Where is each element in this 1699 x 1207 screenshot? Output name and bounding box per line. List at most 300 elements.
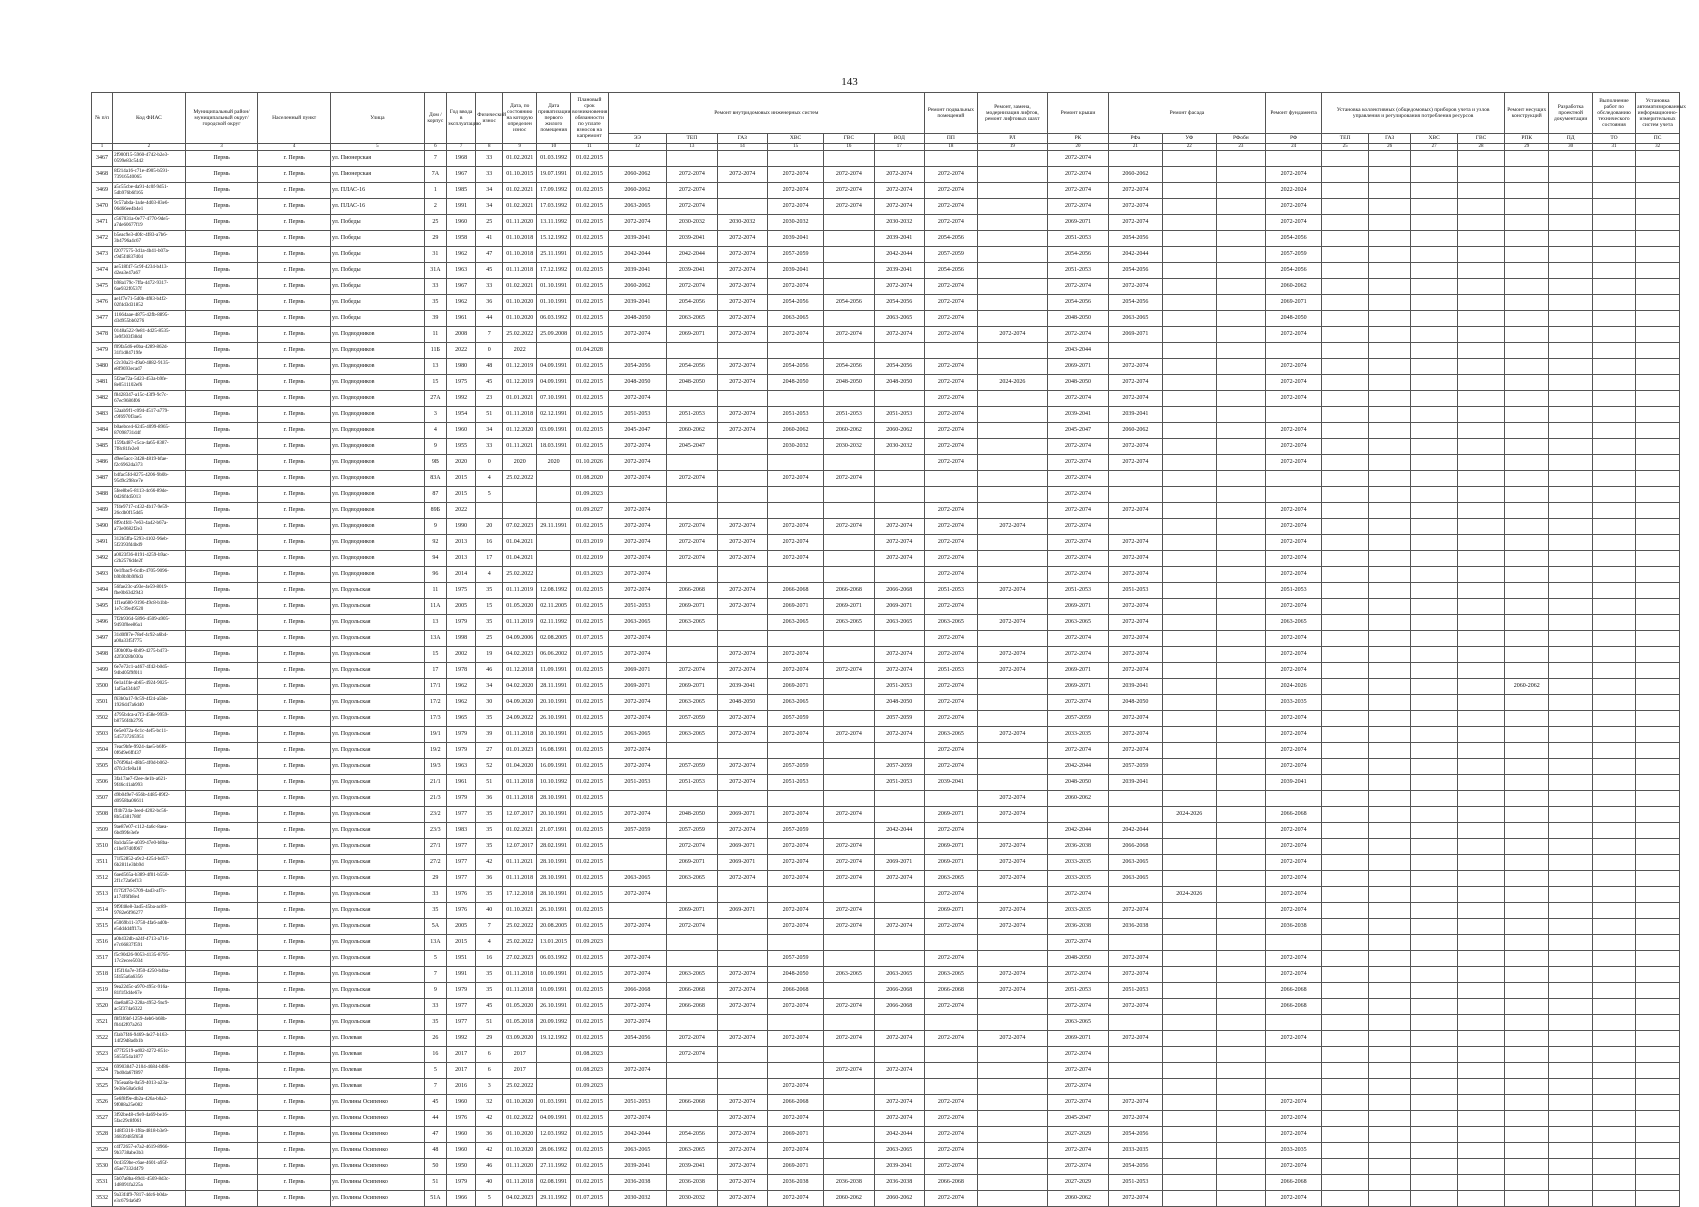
cell-es bbox=[608, 151, 667, 167]
cell-d3: 01.09.2027 bbox=[571, 503, 608, 519]
cell-street: ул. Подольская bbox=[331, 583, 425, 599]
cell-u3 bbox=[1411, 647, 1458, 663]
cell-d3: 01.02.2015 bbox=[571, 695, 608, 711]
cell-fb bbox=[1162, 1191, 1216, 1207]
cell-street: ул. Подольская bbox=[331, 647, 425, 663]
cell-pd bbox=[1549, 791, 1592, 807]
cell-roof bbox=[925, 1063, 978, 1079]
cell-hvs: 2069-2071 bbox=[767, 1127, 823, 1143]
cell-wear: 33 bbox=[476, 439, 503, 455]
cell-mun: Пермь bbox=[185, 919, 258, 935]
cell-pd bbox=[1549, 711, 1592, 727]
cell-u3 bbox=[1411, 583, 1458, 599]
cell-pdk bbox=[1504, 935, 1549, 951]
cell-year: 1961 bbox=[446, 775, 475, 791]
cell-gs: 2072-2074 bbox=[717, 823, 767, 839]
header-col-number: 15 bbox=[767, 144, 823, 151]
cell-u1 bbox=[1322, 791, 1369, 807]
cell-u1 bbox=[1322, 919, 1369, 935]
cell-house: 44 bbox=[424, 1111, 446, 1127]
cell-hvs bbox=[767, 487, 823, 503]
cell-settle: г. Пермь bbox=[258, 1111, 331, 1127]
cell-krov: 2072-2074 bbox=[1048, 743, 1109, 759]
header-col-number: 5 bbox=[331, 144, 425, 151]
cell-u1 bbox=[1322, 503, 1369, 519]
cell-krov: 2033-2035 bbox=[1048, 903, 1109, 919]
cell-krov: 2072-2074 bbox=[1048, 935, 1109, 951]
cell-fa: 2072-2074 bbox=[1108, 631, 1162, 647]
cell-hvs: 2072-2074 bbox=[767, 279, 823, 295]
cell-tech bbox=[1592, 1015, 1635, 1031]
table-row bbox=[92, 1047, 1680, 1063]
cell-fias: d9ee5acc-3428-4819-bfae-f2c6962da373 bbox=[113, 455, 186, 471]
cell-d1 bbox=[503, 487, 537, 503]
cell-u1 bbox=[1322, 471, 1369, 487]
cell-d3: 01.04.2028 bbox=[571, 343, 608, 359]
cell-fund: 2072-2074 bbox=[1265, 1127, 1321, 1143]
cell-ts: 2063-2065 bbox=[667, 1143, 717, 1159]
cell-hvs: 2072-2074 bbox=[767, 839, 823, 855]
table-row bbox=[92, 775, 1680, 791]
cell-fc bbox=[1216, 423, 1265, 439]
table-row bbox=[92, 503, 1680, 519]
cell-krov: 2036-2038 bbox=[1048, 919, 1109, 935]
cell-u2 bbox=[1369, 823, 1411, 839]
cell-u2 bbox=[1369, 711, 1411, 727]
cell-u3 bbox=[1411, 743, 1458, 759]
cell-es bbox=[608, 1079, 667, 1095]
cell-gs bbox=[717, 935, 767, 951]
cell-house: 2 bbox=[424, 199, 446, 215]
cell-u4 bbox=[1458, 615, 1505, 631]
cell-pdk bbox=[1504, 503, 1549, 519]
cell-ais bbox=[1636, 503, 1680, 519]
cell-lift bbox=[977, 1015, 1047, 1031]
cell-d1: 01.11.2018 bbox=[503, 1175, 537, 1191]
cell-es: 2063-2065 bbox=[608, 871, 667, 887]
cell-fb bbox=[1162, 359, 1216, 375]
cell-es: 2063-2065 bbox=[608, 727, 667, 743]
cell-u1 bbox=[1322, 279, 1369, 295]
cell-d1: 01.02.2021 bbox=[503, 183, 537, 199]
cell-d1: 24.09.2022 bbox=[503, 711, 537, 727]
cell-wear: 51 bbox=[476, 407, 503, 423]
cell-u4 bbox=[1458, 247, 1505, 263]
table-row bbox=[92, 695, 1680, 711]
cell-ts bbox=[667, 887, 717, 903]
cell-mun: Пермь bbox=[185, 1191, 258, 1207]
cell-ais bbox=[1636, 887, 1680, 903]
cell-krov: 2072-2074 bbox=[1048, 1063, 1109, 1079]
cell-settle: г. Пермь bbox=[258, 775, 331, 791]
cell-d1: 01.02.2021 bbox=[503, 199, 537, 215]
cell-roof: 2054-2056 bbox=[925, 231, 978, 247]
cell-fias: f8428347-a15c-43f9-9c7c-67ec9686f06 bbox=[113, 391, 186, 407]
cell-d3: 01.09.2023 bbox=[571, 1079, 608, 1095]
cell-lift: 2024-2026 bbox=[977, 375, 1047, 391]
cell-fa: 2072-2074 bbox=[1108, 967, 1162, 983]
cell-roof: 2072-2074 bbox=[925, 999, 978, 1015]
cell-fb bbox=[1162, 391, 1216, 407]
cell-tech bbox=[1592, 519, 1635, 535]
cell-ais bbox=[1636, 471, 1680, 487]
cell-pd bbox=[1549, 599, 1592, 615]
cell-num: 3470 bbox=[92, 199, 113, 215]
cell-d3: 01.02.2015 bbox=[571, 423, 608, 439]
header-group-engineering: Ремонт внутридомовых инженерных систем bbox=[608, 93, 924, 134]
table-row bbox=[92, 263, 1680, 279]
cell-tech bbox=[1592, 919, 1635, 935]
cell-pd bbox=[1549, 375, 1592, 391]
cell-hvs: 2048-2050 bbox=[767, 967, 823, 983]
cell-es: 2048-2050 bbox=[608, 375, 667, 391]
cell-u3 bbox=[1411, 231, 1458, 247]
cell-street: ул. Подольская bbox=[331, 935, 425, 951]
cell-u2 bbox=[1369, 839, 1411, 855]
header-code: ПД bbox=[1549, 134, 1592, 144]
cell-fc bbox=[1216, 439, 1265, 455]
cell-year: 2016 bbox=[446, 1079, 475, 1095]
cell-lift bbox=[977, 775, 1047, 791]
cell-num: 3495 bbox=[92, 599, 113, 615]
cell-tech bbox=[1592, 439, 1635, 455]
header-code: ВОД bbox=[874, 134, 924, 144]
cell-num: 3504 bbox=[92, 743, 113, 759]
cell-d3: 01.02.2015 bbox=[571, 1175, 608, 1191]
cell-tech bbox=[1592, 1143, 1635, 1159]
cell-pdk bbox=[1504, 967, 1549, 983]
table-row bbox=[92, 215, 1680, 231]
cell-fa: 2072-2074 bbox=[1108, 903, 1162, 919]
cell-u3 bbox=[1411, 775, 1458, 791]
cell-d2: 29.11.1992 bbox=[537, 1191, 571, 1207]
cell-u3 bbox=[1411, 759, 1458, 775]
cell-hvs: 2072-2074 bbox=[767, 167, 823, 183]
cell-hvs bbox=[767, 935, 823, 951]
cell-gvs: 2036-2038 bbox=[824, 1175, 874, 1191]
cell-roof: 2072-2074 bbox=[925, 743, 978, 759]
cell-lift bbox=[977, 263, 1047, 279]
cell-d3: 01.02.2015 bbox=[571, 855, 608, 871]
cell-u2 bbox=[1369, 615, 1411, 631]
cell-num: 3517 bbox=[92, 951, 113, 967]
cell-gvs: 2066-2068 bbox=[824, 583, 874, 599]
cell-gvs bbox=[824, 567, 874, 583]
table-row bbox=[92, 327, 1680, 343]
cell-gvs: 2072-2074 bbox=[824, 199, 874, 215]
cell-u4 bbox=[1458, 311, 1505, 327]
cell-fc bbox=[1216, 151, 1265, 167]
cell-house: 89Б bbox=[424, 503, 446, 519]
cell-ts bbox=[667, 1079, 717, 1095]
cell-hvs: 2072-2074 bbox=[767, 1191, 823, 1207]
cell-settle: г. Пермь bbox=[258, 503, 331, 519]
table-row bbox=[92, 1191, 1680, 1207]
cell-hvs: 2072-2074 bbox=[767, 183, 823, 199]
cell-street: ул. Подводников bbox=[331, 359, 425, 375]
cell-d3: 01.03.2019 bbox=[571, 535, 608, 551]
cell-num: 3506 bbox=[92, 775, 113, 791]
cell-fund: 2060-2062 bbox=[1265, 279, 1321, 295]
cell-year: 1975 bbox=[446, 583, 475, 599]
cell-pdk bbox=[1504, 567, 1549, 583]
header-group-meters: Установка коллективных (общедомовых) приборов учета и узлов управления и регулирования потребления ресурсов bbox=[1322, 93, 1505, 134]
cell-wear: 45 bbox=[476, 263, 503, 279]
cell-gs bbox=[717, 791, 767, 807]
cell-d2 bbox=[537, 1079, 571, 1095]
cell-d2 bbox=[537, 535, 571, 551]
cell-fias: 31d0f87e-78ef-4c92-a6b4-a00a33f5f775 bbox=[113, 631, 186, 647]
cell-pd bbox=[1549, 663, 1592, 679]
cell-tech bbox=[1592, 215, 1635, 231]
cell-street: ул. Полины Осипенко bbox=[331, 1095, 425, 1111]
cell-u1 bbox=[1322, 519, 1369, 535]
cell-d1: 01.01.2023 bbox=[503, 743, 537, 759]
header-code: РФа bbox=[1108, 134, 1162, 144]
cell-u1 bbox=[1322, 647, 1369, 663]
cell-pd bbox=[1549, 1047, 1592, 1063]
cell-d1: 01.12.2019 bbox=[503, 375, 537, 391]
cell-house: 9 bbox=[424, 983, 446, 999]
cell-wear: 4 bbox=[476, 567, 503, 583]
cell-fias: 3f92be48-c9e9-4a69-be16-5fac29c8f061 bbox=[113, 1111, 186, 1127]
cell-street: ул. Подольская bbox=[331, 871, 425, 887]
cell-ts: 2057-2059 bbox=[667, 711, 717, 727]
cell-d2: 28.10.1991 bbox=[537, 887, 571, 903]
cell-pd bbox=[1549, 215, 1592, 231]
cell-settle: г. Пермь bbox=[258, 791, 331, 807]
cell-u1 bbox=[1322, 1079, 1369, 1095]
cell-ais bbox=[1636, 487, 1680, 503]
cell-u2 bbox=[1369, 519, 1411, 535]
cell-pd bbox=[1549, 167, 1592, 183]
cell-es bbox=[608, 855, 667, 871]
header-col-number: 9 bbox=[503, 144, 537, 151]
cell-ts bbox=[667, 487, 717, 503]
cell-num: 3530 bbox=[92, 1159, 113, 1175]
cell-wear: 34 bbox=[476, 423, 503, 439]
cell-d3: 01.08.2023 bbox=[571, 1063, 608, 1079]
cell-fc bbox=[1216, 167, 1265, 183]
cell-es: 2072-2074 bbox=[608, 999, 667, 1015]
cell-roof: 2069-2071 bbox=[925, 839, 978, 855]
header-street: Улица bbox=[331, 93, 425, 144]
cell-tech bbox=[1592, 807, 1635, 823]
cell-tech bbox=[1592, 1095, 1635, 1111]
cell-krov: 2045-2047 bbox=[1048, 1111, 1109, 1127]
table-row bbox=[92, 311, 1680, 327]
cell-fc bbox=[1216, 359, 1265, 375]
cell-d1: 01.11.2018 bbox=[503, 775, 537, 791]
cell-u1 bbox=[1322, 983, 1369, 999]
cell-tech bbox=[1592, 615, 1635, 631]
cell-fc bbox=[1216, 919, 1265, 935]
cell-pdk bbox=[1504, 183, 1549, 199]
header-code: ТЕП bbox=[667, 134, 717, 144]
cell-ts bbox=[667, 647, 717, 663]
cell-tech bbox=[1592, 775, 1635, 791]
cell-street: ул. Подольская bbox=[331, 807, 425, 823]
cell-d1: 01.05.2018 bbox=[503, 1015, 537, 1031]
cell-d1: 01.02.2022 bbox=[503, 1111, 537, 1127]
cell-krov: 2072-2074 bbox=[1048, 887, 1109, 903]
cell-settle: г. Пермь bbox=[258, 1063, 331, 1079]
cell-vo bbox=[874, 151, 924, 167]
cell-fc bbox=[1216, 1191, 1265, 1207]
cell-settle: г. Пермь bbox=[258, 599, 331, 615]
cell-lift: 2072-2074 bbox=[977, 727, 1047, 743]
cell-fb bbox=[1162, 1047, 1216, 1063]
cell-gs: 2072-2074 bbox=[717, 519, 767, 535]
cell-fund: 2039-2041 bbox=[1265, 775, 1321, 791]
cell-fund: 2072-2074 bbox=[1265, 855, 1321, 871]
cell-pdk bbox=[1504, 583, 1549, 599]
cell-roof: 2072-2074 bbox=[925, 519, 978, 535]
cell-house: 19/2 bbox=[424, 743, 446, 759]
cell-u1 bbox=[1322, 743, 1369, 759]
cell-fb bbox=[1162, 247, 1216, 263]
cell-tech bbox=[1592, 183, 1635, 199]
cell-settle: г. Пермь bbox=[258, 551, 331, 567]
table-row bbox=[92, 743, 1680, 759]
cell-u3 bbox=[1411, 1015, 1458, 1031]
cell-d1: 01.12.2018 bbox=[503, 663, 537, 679]
cell-es: 2042-2044 bbox=[608, 1127, 667, 1143]
cell-fb bbox=[1162, 1015, 1216, 1031]
cell-fias: 8a1da55e-a039-47e0-b8ba-c1be97d0f067 bbox=[113, 839, 186, 855]
cell-ts: 2054-2056 bbox=[667, 359, 717, 375]
cell-u1 bbox=[1322, 215, 1369, 231]
cell-fund: 2072-2074 bbox=[1265, 455, 1321, 471]
cell-num: 3527 bbox=[92, 1111, 113, 1127]
cell-lift bbox=[977, 1159, 1047, 1175]
cell-d2: 16.08.1991 bbox=[537, 743, 571, 759]
header-col-number: 25 bbox=[1322, 144, 1369, 151]
cell-tech bbox=[1592, 567, 1635, 583]
cell-vo bbox=[874, 903, 924, 919]
cell-gs bbox=[717, 919, 767, 935]
cell-num: 3532 bbox=[92, 1191, 113, 1207]
cell-gs: 2072-2074 bbox=[717, 1031, 767, 1047]
cell-fias: 5b07a8ba-89d1-4569-8d3c-1d8091fa225a bbox=[113, 1175, 186, 1191]
cell-fc bbox=[1216, 391, 1265, 407]
cell-street: ул. ПЛАС-16 bbox=[331, 183, 425, 199]
cell-u4 bbox=[1458, 1159, 1505, 1175]
cell-es: 2054-2056 bbox=[608, 359, 667, 375]
cell-settle: г. Пермь bbox=[258, 423, 331, 439]
cell-lift: 2072-2074 bbox=[977, 791, 1047, 807]
cell-d2: 20.09.1992 bbox=[537, 1015, 571, 1031]
cell-d2 bbox=[537, 487, 571, 503]
cell-year: 1950 bbox=[446, 1159, 475, 1175]
cell-krov: 2072-2074 bbox=[1048, 279, 1109, 295]
cell-pd bbox=[1549, 471, 1592, 487]
cell-u2 bbox=[1369, 663, 1411, 679]
cell-pd bbox=[1549, 391, 1592, 407]
cell-d3: 01.02.2015 bbox=[571, 999, 608, 1015]
cell-u4 bbox=[1458, 647, 1505, 663]
cell-wear: 34 bbox=[476, 199, 503, 215]
cell-u2 bbox=[1369, 1159, 1411, 1175]
cell-fb bbox=[1162, 151, 1216, 167]
cell-u4 bbox=[1458, 743, 1505, 759]
cell-roof: 2072-2074 bbox=[925, 567, 978, 583]
cell-u4 bbox=[1458, 407, 1505, 423]
cell-settle: г. Пермь bbox=[258, 439, 331, 455]
cell-vo: 2072-2074 bbox=[874, 919, 924, 935]
table-row bbox=[92, 807, 1680, 823]
cell-krov: 2072-2074 bbox=[1048, 199, 1109, 215]
cell-fa: 2072-2074 bbox=[1108, 535, 1162, 551]
cell-ais bbox=[1636, 247, 1680, 263]
cell-pdk bbox=[1504, 999, 1549, 1015]
cell-krov: 2039-2041 bbox=[1048, 407, 1109, 423]
cell-ais bbox=[1636, 215, 1680, 231]
cell-d3: 01.10.2026 bbox=[571, 455, 608, 471]
cell-ts: 2048-2050 bbox=[667, 375, 717, 391]
cell-hvs bbox=[767, 887, 823, 903]
cell-tech bbox=[1592, 983, 1635, 999]
cell-tech bbox=[1592, 951, 1635, 967]
cell-u2 bbox=[1369, 1111, 1411, 1127]
cell-roof: 2072-2074 bbox=[925, 359, 978, 375]
cell-roof: 2072-2074 bbox=[925, 887, 978, 903]
cell-hvs: 2072-2074 bbox=[767, 551, 823, 567]
cell-u4 bbox=[1458, 823, 1505, 839]
cell-d1: 2017 bbox=[503, 1063, 537, 1079]
cell-year: 1991 bbox=[446, 967, 475, 983]
cell-fias: 69903847-2104-4684-bf86-7bd0da67f897 bbox=[113, 1063, 186, 1079]
cell-hvs: 2039-2041 bbox=[767, 231, 823, 247]
cell-fund: 2072-2074 bbox=[1265, 519, 1321, 535]
cell-num: 3473 bbox=[92, 247, 113, 263]
cell-u4 bbox=[1458, 295, 1505, 311]
cell-settle: г. Пермь bbox=[258, 391, 331, 407]
header-col-number: 7 bbox=[446, 144, 475, 151]
header-col-number: 24 bbox=[1265, 144, 1321, 151]
cell-lift bbox=[977, 951, 1047, 967]
cell-fund bbox=[1265, 487, 1321, 503]
cell-wear: 41 bbox=[476, 231, 503, 247]
table-row bbox=[92, 1143, 1680, 1159]
cell-u2 bbox=[1369, 375, 1411, 391]
cell-lift bbox=[977, 391, 1047, 407]
cell-fias: ae518f47-5c9f-4234-b413-d2ea3e47a67 bbox=[113, 263, 186, 279]
cell-es: 2072-2074 bbox=[608, 391, 667, 407]
cell-year: 1963 bbox=[446, 759, 475, 775]
cell-house: 5А bbox=[424, 919, 446, 935]
cell-d2: 01.03.1991 bbox=[537, 1095, 571, 1111]
cell-settle: г. Пермь bbox=[258, 871, 331, 887]
cell-u2 bbox=[1369, 455, 1411, 471]
cell-ts bbox=[667, 151, 717, 167]
cell-ais bbox=[1636, 1063, 1680, 1079]
cell-fc bbox=[1216, 375, 1265, 391]
cell-fc bbox=[1216, 327, 1265, 343]
cell-roof: 2072-2074 bbox=[925, 695, 978, 711]
cell-d1: 25.02.2022 bbox=[503, 1079, 537, 1095]
cell-street: ул. Победы bbox=[331, 295, 425, 311]
cell-fc bbox=[1216, 1127, 1265, 1143]
cell-num: 3502 bbox=[92, 711, 113, 727]
cell-settle: г. Пермь bbox=[258, 519, 331, 535]
cell-lift bbox=[977, 167, 1047, 183]
cell-vo bbox=[874, 839, 924, 855]
cell-lift bbox=[977, 1191, 1047, 1207]
cell-d2: 28.10.1991 bbox=[537, 791, 571, 807]
cell-ts: 2030-2032 bbox=[667, 215, 717, 231]
cell-hvs: 2057-2059 bbox=[767, 247, 823, 263]
